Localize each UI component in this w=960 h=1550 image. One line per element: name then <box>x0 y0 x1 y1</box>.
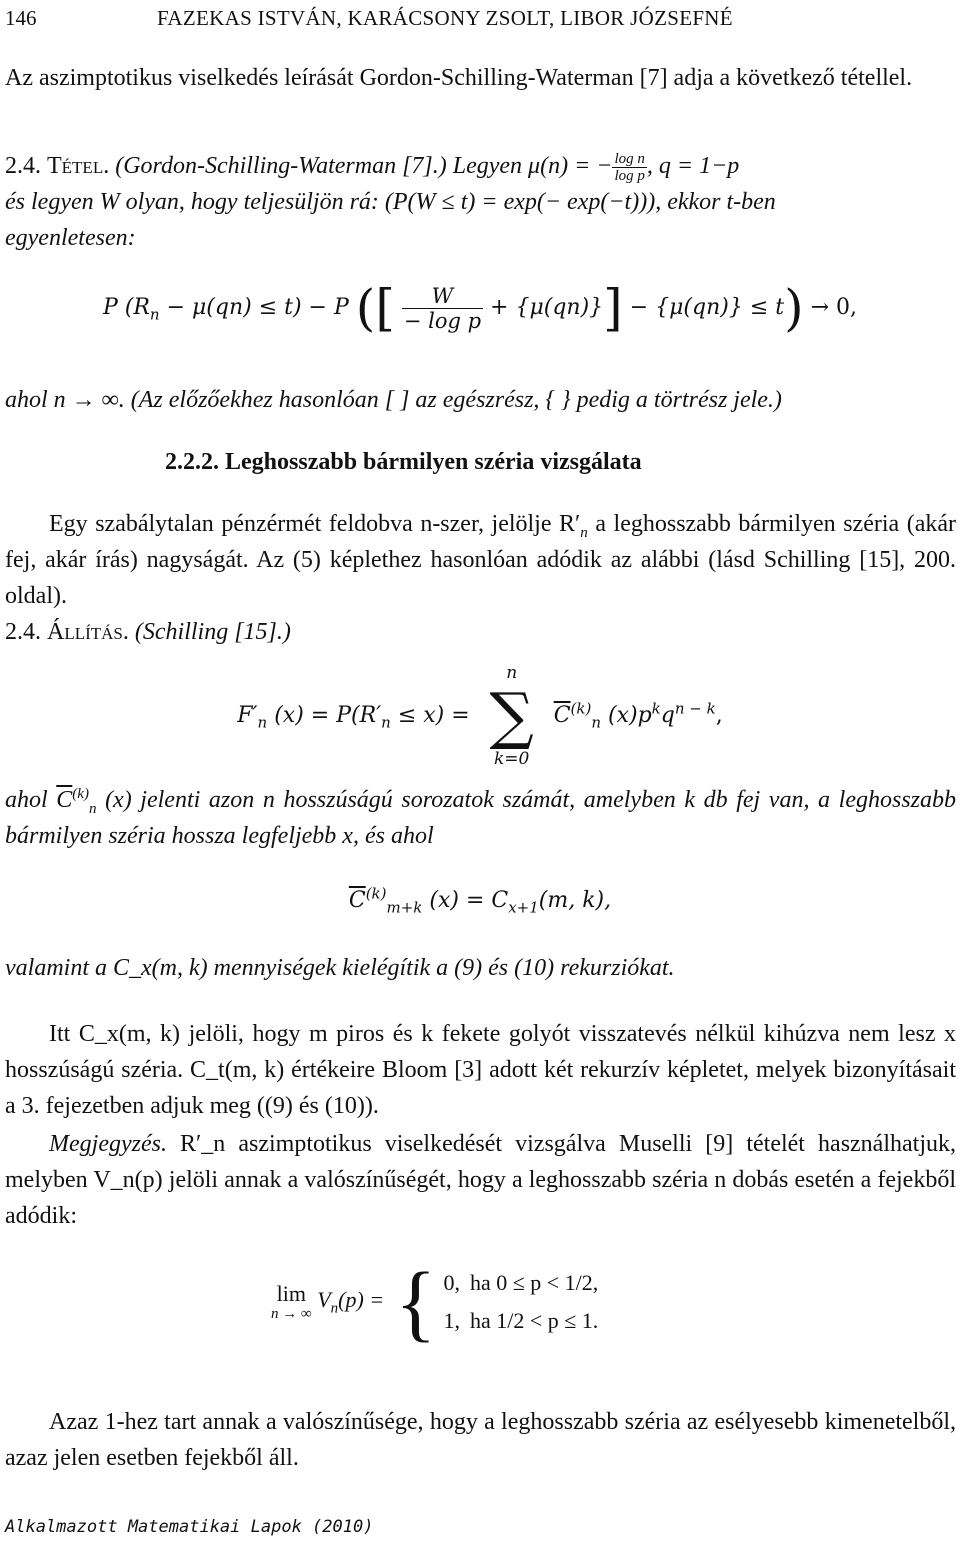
statement-heading <box>5 614 956 650</box>
case-row <box>443 1264 608 1302</box>
theorem-number: 2.4. <box>5 153 41 179</box>
subsection-number: 2.2.2. <box>165 449 219 475</box>
limit-lhs <box>270 1256 394 1348</box>
p3-b: (x) jelenti azon n hosszúságú sorozatok számát, amelyben k db fej van, a leghosszabb bármilyen széria hossza legfeljebb x, és ahol <box>5 787 957 849</box>
eq2-c: $\overline{C}$ <box>553 703 571 728</box>
note-a: ahol n → ∞. <box>5 387 125 413</box>
statement-number: 2.4. <box>5 619 41 645</box>
fraction-denominator: log p <box>614 167 645 184</box>
theorem-body-b: , q = 1−p <box>646 153 740 179</box>
p2-b: a leghosszabb bármilyen széria (akár fej, akár írás) nagyságát. Az (5) képlethez hasonlóan adódik az alábbi (lásd Schilling [15], 200. oldal). <box>5 511 956 609</box>
eq2-lhs-sub: n <box>257 713 268 732</box>
eq3-rhs: (x) = C <box>429 888 509 913</box>
eq3-c: $\overline{C}$ <box>348 888 366 913</box>
subsection-heading <box>5 444 956 480</box>
theorem-line-2: és legyen W olyan, hogy teljesüljön rá: (P(W ≤ t) = exp(− exp(−t))), ekkor t-ben <box>5 189 776 215</box>
eq2-rhs: (x)p <box>608 703 652 728</box>
eq2-end: , <box>715 703 723 728</box>
eq4-v-rest: (p) = <box>338 1287 385 1313</box>
cases-body <box>442 1256 609 1348</box>
statement-source: (Schilling [15].) <box>134 619 291 645</box>
lim-word: lim <box>276 1281 307 1306</box>
eq2-mid2: ≤ x) = <box>397 703 470 728</box>
subsection-title: Leghosszabb bármilyen széria vizsgálata <box>225 449 642 475</box>
case-2-condition: ha 1/2 < p ≤ 1. <box>469 1308 599 1333</box>
lim-operator <box>271 1282 312 1322</box>
note-paragraph <box>5 382 956 418</box>
eq2-rhs-sup: k <box>651 699 661 718</box>
case-1-condition: ha 0 ≤ p < 1/2, <box>469 1270 599 1295</box>
theorem-fraction <box>612 151 646 184</box>
eq1-paren-open: ( <box>355 279 376 337</box>
lim-sub: n → ∞ <box>271 1306 312 1322</box>
equation-4 <box>270 1256 609 1348</box>
remark-label: Megjegyzés. <box>49 1131 167 1157</box>
note-b: (Az előzőekhez hasonlóan [ ] az egészrész, { } pedig a törtrész jele.) <box>130 387 782 413</box>
eq2-c-sub: n <box>591 713 601 732</box>
eq1-frac-num: W <box>402 284 483 309</box>
eq1-frac-den: − log p <box>403 308 482 333</box>
equation-2 <box>0 662 960 770</box>
eq2-q-sup: n − k <box>674 699 716 718</box>
page-footer: Alkalmazott Matematikai Lapok (2010) <box>5 1517 374 1537</box>
eq2-mid: (x) = P(R′ <box>274 703 382 728</box>
statement-label: Állítás. <box>47 619 129 645</box>
fraction-numerator: log n <box>614 150 645 167</box>
eq1-paren-close: ) <box>784 279 804 337</box>
eq1-tail: − {μ(qn)} ≤ t <box>629 295 785 320</box>
limit-table <box>270 1256 609 1348</box>
equation-1 <box>0 278 960 338</box>
running-title: FAZEKAS ISTVÁN, KARÁCSONY ZSOLT, LIBOR JÓZSEFNÉ <box>157 6 733 30</box>
conclusion-paragraph: Azaz 1-hez tart annak a valószínűsége, hogy a leghosszabb széria az esélyesebb kimenetelből, azaz jelen esetben fejekből áll. <box>5 1409 956 1471</box>
case-1-value: 0, <box>443 1270 460 1295</box>
eq1-bracket-close: ] <box>603 279 623 337</box>
case-2-value: 1, <box>443 1308 460 1333</box>
theorem-label: Tétel. <box>47 153 110 179</box>
eq1-left-sub: n <box>149 305 160 324</box>
p3-a: ahol <box>5 787 48 813</box>
theorem-body-a: Legyen μ(n) = − <box>452 153 613 179</box>
explanation-paragraph: Itt C_x(m, k) jelöli, hogy m piros és k fekete golyót visszatevés nélkül kihúzva nem lesz x hosszúságú széria. C_t(m, k) értékeire Bloom [3] adott két rekurzív képletet, melyek bizonyításait a 3. fejezetben adjuk meg ((9) és (10)). <box>5 1021 956 1119</box>
equation-3 <box>0 884 960 917</box>
eq2-c-sup: (k) <box>570 699 592 718</box>
sum-symbol: n ∑ k=0 <box>477 662 547 770</box>
p3-c-sub: n <box>88 800 97 817</box>
intro-paragraph: Az aszimptotikus viselkedés leírását Gordon-Schilling-Waterman [7] adja a következő tétellel. <box>5 65 913 91</box>
p2-a: Egy szabálytalan pénzérmét feldobva n-szer, jelölje R′ <box>49 511 581 537</box>
eq1-bracket-open: [ <box>375 279 395 337</box>
eq4-v-sub: n <box>330 1300 339 1317</box>
eq3-end: (m, k), <box>538 888 612 913</box>
page-number: 146 <box>5 6 37 30</box>
eq1-mid: − μ(qn) ≤ t) − P <box>166 295 349 320</box>
page-header <box>5 6 956 31</box>
p3-c-sup: (k) <box>72 786 89 802</box>
sum-bottom: k=0 <box>494 749 530 769</box>
eq4-v: V <box>317 1287 331 1313</box>
eq1-after: + {μ(qn)} <box>490 295 604 320</box>
eq3-c-sup: (k) <box>365 884 387 903</box>
eq1-left: P (R <box>102 295 150 320</box>
eq3-rhs-sub: x+1 <box>508 898 539 917</box>
sum-top: n <box>506 663 518 683</box>
eq1-arrow: → 0, <box>810 295 858 320</box>
remark-paragraph <box>5 1126 956 1234</box>
theorem-line-3: egyenletesen: <box>5 225 136 251</box>
remark-text: R′_n aszimptotikus viselkedését vizsgálva Muselli [9] tételét használhatjuk, melyben V_n(p) jelöli annak a valószínűségét, hogy a leghosszabb széria n dobás esetén a fejekből adódik: <box>5 1131 956 1229</box>
eq2-lhs: F′ <box>237 703 258 728</box>
p2-sub: n <box>580 524 588 541</box>
recursion-paragraph: valamint a C_x(m, k) mennyiségek kielégítik a (9) és (10) rekurziókat. <box>5 955 675 981</box>
series-paragraph <box>5 506 956 614</box>
case-row <box>443 1302 608 1340</box>
eq2-q: q <box>660 703 675 728</box>
definition-paragraph <box>5 782 956 854</box>
p3-c: $\overline{C}$ <box>56 787 73 813</box>
cases-table <box>443 1264 608 1340</box>
eq3-c-sub: m+k <box>386 898 423 917</box>
theorem-block <box>5 148 956 256</box>
eq1-fraction <box>402 284 483 333</box>
theorem-source: (Gordon-Schilling-Waterman [7].) <box>115 153 447 179</box>
cases-brace: { <box>395 1254 437 1350</box>
eq2-mid-sub: n <box>381 713 391 732</box>
